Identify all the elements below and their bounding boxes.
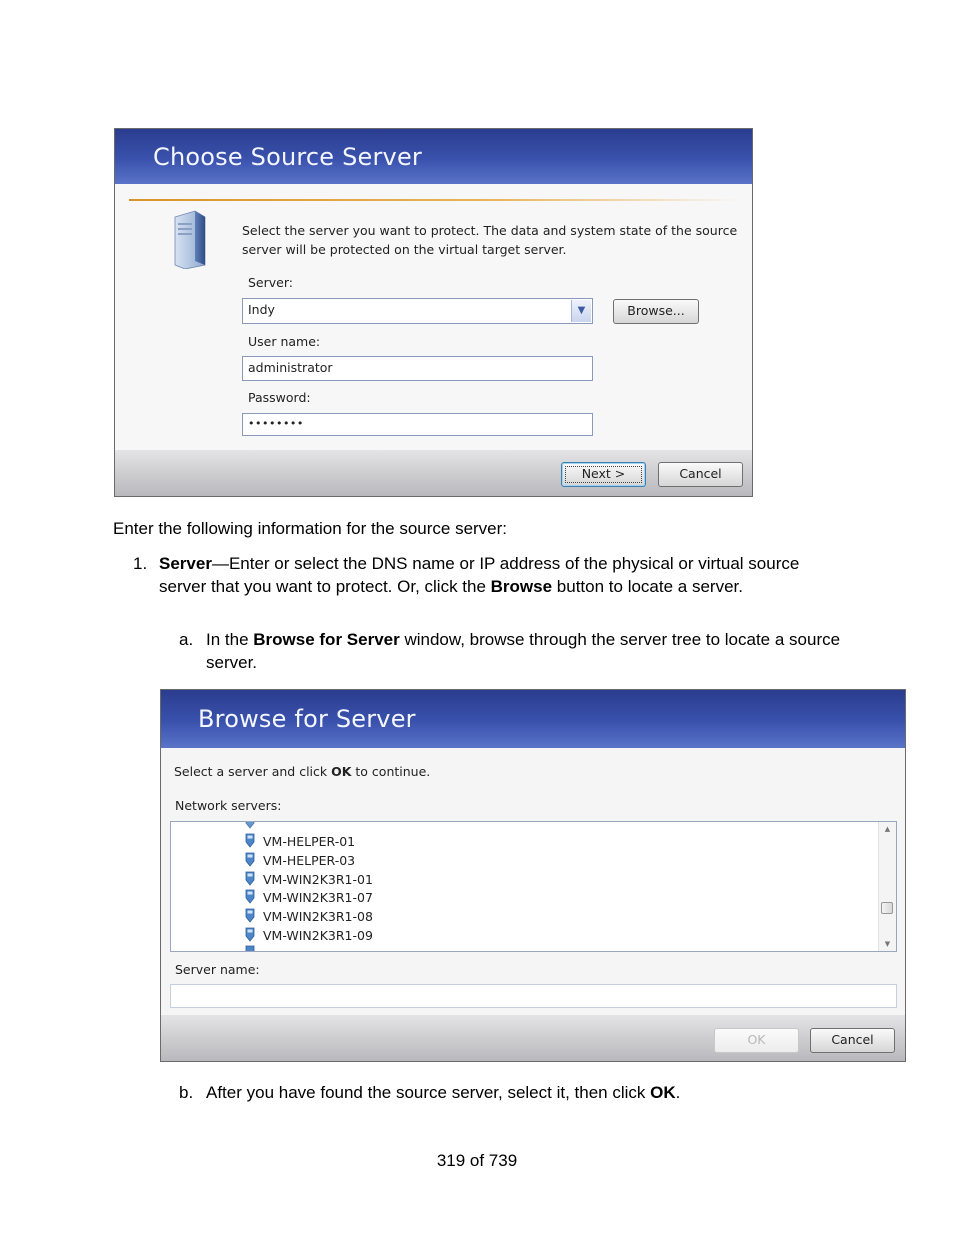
network-server-icon xyxy=(243,927,257,943)
scroll-down-icon[interactable]: ▼ xyxy=(884,940,891,948)
term-browse-for-server: Browse for Server xyxy=(253,630,400,649)
network-server-icon xyxy=(243,889,257,905)
item-a-text-a: In the xyxy=(206,630,254,649)
note-ok: OK xyxy=(331,764,352,779)
server-item-label: VM-HELPER-01 xyxy=(263,833,356,849)
network-server-icon xyxy=(243,821,257,830)
list-item-partial-top[interactable] xyxy=(243,821,263,831)
cancel-button[interactable]: Cancel xyxy=(658,462,743,487)
list-item-b xyxy=(206,1081,846,1104)
browse-for-server-dialog xyxy=(160,689,906,1062)
header-divider xyxy=(129,199,741,201)
dialog-header xyxy=(161,690,905,748)
cancel-button[interactable]: Cancel xyxy=(810,1028,895,1053)
password-input[interactable]: •••••••• xyxy=(242,413,593,436)
chevron-down-icon[interactable]: ▼ xyxy=(571,300,591,322)
item-b-text: After you have found the source server, select it, then click xyxy=(206,1083,651,1102)
list-item[interactable] xyxy=(243,926,373,944)
term-server: Server xyxy=(159,554,212,573)
network-server-icon xyxy=(243,852,257,868)
dialog-title: Choose Source Server xyxy=(153,143,422,171)
username-label: User name: xyxy=(248,334,321,349)
choose-source-server-dialog xyxy=(114,128,753,497)
term-ok: OK xyxy=(650,1083,676,1102)
dialog-title: Browse for Server xyxy=(198,705,416,733)
network-server-icon xyxy=(243,833,257,849)
dialog-description: Select the server you want to protect. The data and system state of the source server will be protected on the virtual target server. xyxy=(242,223,738,257)
network-server-icon xyxy=(243,871,257,887)
password-label: Password: xyxy=(248,390,311,405)
item1-text-a: —Enter or select the DNS name or IP address of the physical or virtual source server that you want to protect. Or, click the xyxy=(159,554,800,596)
username-input[interactable]: administrator xyxy=(242,356,593,381)
network-servers-list[interactable] xyxy=(170,821,897,952)
server-item-label: VM-HELPER-03 xyxy=(263,852,356,868)
list-letter-a: a. xyxy=(179,630,194,649)
list-item-a xyxy=(206,628,846,674)
server-icon xyxy=(169,209,209,269)
list-scrollbar[interactable] xyxy=(878,822,896,951)
list-number-1: 1. xyxy=(133,554,148,573)
network-servers-label: Network servers: xyxy=(175,798,282,813)
network-server-icon xyxy=(243,945,257,952)
item-b-end: . xyxy=(675,1083,681,1102)
server-item-label: VM-WIN2K3R1-09 xyxy=(263,927,373,943)
intro-paragraph: Enter the following information for the source server: xyxy=(113,519,508,538)
scroll-up-icon[interactable]: ▲ xyxy=(884,825,891,833)
server-combobox-value: Indy xyxy=(248,302,275,317)
next-button[interactable] xyxy=(561,462,646,487)
term-browse: Browse xyxy=(490,577,553,596)
server-name-label: Server name: xyxy=(175,962,260,977)
list-item[interactable] xyxy=(243,907,373,925)
dialog-instruction xyxy=(174,764,430,779)
scroll-thumb[interactable] xyxy=(881,902,893,914)
list-item[interactable] xyxy=(243,832,355,850)
list-item[interactable] xyxy=(243,851,355,869)
page-number: 319 of 739 xyxy=(436,1151,518,1170)
server-item-label: VM-WIN2K3R1-01 xyxy=(263,871,373,887)
next-button-label: Next > xyxy=(581,466,626,481)
server-name-input[interactable] xyxy=(170,984,897,1008)
dialog-footer xyxy=(115,450,752,496)
server-item-label: VM-WIN2K3R1-08 xyxy=(263,908,373,924)
ok-button[interactable]: OK xyxy=(714,1028,799,1053)
list-letter-b: b. xyxy=(179,1083,194,1102)
note-text-a: Select a server and click xyxy=(174,764,332,779)
item1-text-b: button to locate a server. xyxy=(552,577,743,596)
list-item-partial-bottom[interactable] xyxy=(243,944,263,952)
server-combobox[interactable] xyxy=(242,298,593,324)
browse-button[interactable]: Browse... xyxy=(613,299,699,324)
server-item-label: VM-WIN2K3R1-07 xyxy=(263,889,373,905)
dialog-header xyxy=(115,129,752,184)
network-server-icon xyxy=(243,908,257,924)
note-text-b: to continue. xyxy=(351,764,431,779)
list-item[interactable] xyxy=(243,888,373,906)
item-a-text-b: window, browse through the server tree to locate a source server. xyxy=(206,630,841,672)
focus-rect xyxy=(565,466,642,483)
server-label: Server: xyxy=(248,275,293,290)
list-item[interactable] xyxy=(243,870,373,888)
list-item-server xyxy=(159,552,819,598)
